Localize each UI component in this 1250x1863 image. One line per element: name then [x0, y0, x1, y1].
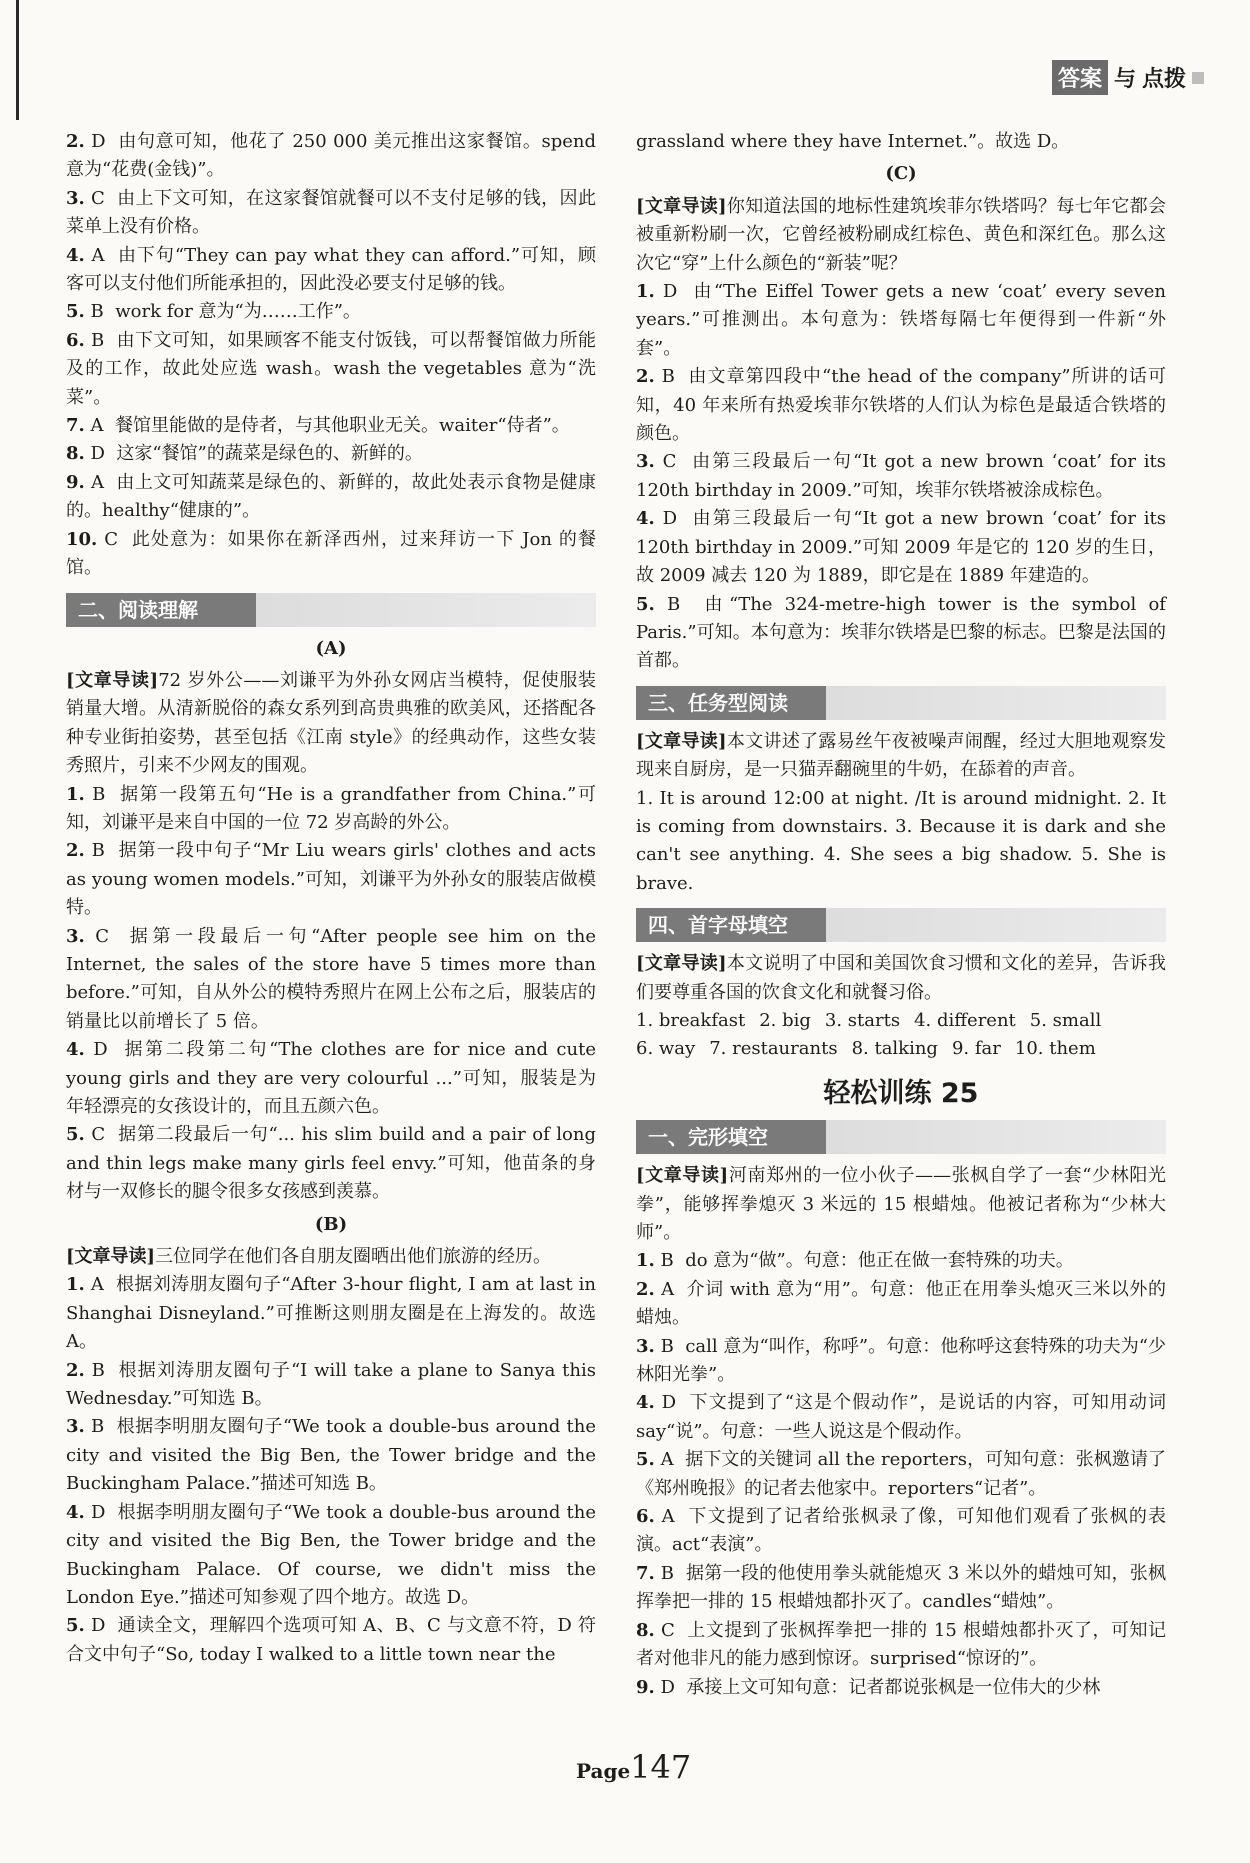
answer-item: 3. C 由第三段最后一句“It got a new brown ‘coat’ for its 120th birthday in 2009.”可知，埃菲尔铁塔被涂成棕色。	[636, 451, 1166, 501]
header-square-icon	[1192, 72, 1204, 84]
answer-item: 8. D 这家“餐馆”的蔬菜是绿色的、新鲜的。	[66, 443, 423, 465]
part-label-c: (C)	[885, 163, 917, 185]
page-number	[576, 1748, 691, 1786]
header-tag-last: 点拨	[1141, 67, 1186, 92]
answer-item: 5. D 通读全文，理解四个选项可知 A、B、C 与文意不符，D 符合文中句子“So, today I walked to a little town near the	[66, 1615, 596, 1665]
answer-item: 5. A 据下文的关键词 all the reporters，可知句意：张枫邀请了《郑州晚报》的记者去他家中。reporters“记者”。	[636, 1449, 1166, 1499]
section-label: 二、阅读理解	[66, 593, 256, 627]
answer-item: 2. A 介词 with 意为“用”。句意：他正在用拳头熄灭三米以外的蜡烛。	[636, 1278, 1166, 1329]
answer-header-tag	[1052, 60, 1204, 95]
answer-item: 4. D 据第二段第二句“The clothes are for nice and cute young girls and they are very colourful ...”可知，服装是为年轻漂亮的女孩设计的，而且五颜六色。	[66, 1039, 596, 1117]
answer-item: 1. D 由“The Eiffel Tower gets a new ‘coat’ every seven years.”可推测出。本句意为：铁塔每隔七年便得到一件新“外套”。	[636, 281, 1166, 359]
answer-item: 5. C 据第二段最后一句“... his slim build and a pair of long and thin legs make many girls feel envy.”可知，他苗条的身材与一双修长的腿令很多女孩感到羡慕。	[66, 1124, 596, 1203]
answer-item: 4. A 由下句“They can pay what they can afford.”可知，顾客可以支付他们所能承担的，因此没必要支付足够的钱。	[66, 244, 596, 295]
part-label-a: (A)	[315, 637, 347, 659]
binding-line	[16, 0, 19, 120]
page-number-value: 147	[630, 1748, 692, 1786]
article-guide: [文章导读]三位同学在他们各自朋友圈晒出他们旅游的经历。	[66, 1246, 552, 1268]
article-guide: [文章导读]你知道法国的地标性建筑埃菲尔铁塔吗？每七年它都会被重新粉刷一次，它曾经被粉刷成红棕色、黄色和深红色。那么这次它“穿”上什么颜色的“新装”呢？	[636, 195, 1166, 274]
answer-item: 7. B 据第一段的他使用拳头就能熄灭 3 米以外的蜡烛可知，张枫挥拳把一排的 15 根蜡烛都扑灭了。candles“蜡烛”。	[636, 1562, 1166, 1613]
answer-item: 9. A 由上文可知蔬菜是绿色的、新鲜的，故此处表示食物是健康的。healthy“健康的”。	[66, 471, 596, 522]
fill-answers-line: 1. breakfast 2. big 3. starts 4. different 5. small	[636, 1009, 1102, 1031]
article-guide: [文章导读]72 岁外公——刘谦平为外孙女网店当模特，促使服装销量大增。从清新脱俗的森女系列到高贵典雅的欧美风，还搭配各种专业街拍姿势，甚至包括《江南 style》的经典动作，这些女装秀照片，引来不少网友的围观。	[66, 669, 596, 777]
continued-text: grassland where they have Internet.”。故选 D。	[636, 131, 1070, 152]
answer-item: 3. B call 意为“叫作，称呼”。句意：他称呼这套特殊的功夫为“少林阳光拳”。	[636, 1335, 1166, 1386]
article-guide: [文章导读]本文讲述了露易丝午夜被噪声闹醒，经过大胆地观察发现来自厨房，是一只猫弄翻碗里的牛奶，在舔着的声音。	[636, 730, 1166, 781]
answer-item: 2. B 由文章第四段中“the head of the company”所讲的话可知，40 年来所有热爱埃菲尔铁塔的人们认为棕色是最适合铁塔的颜色。	[636, 366, 1166, 445]
section-label: 一、完形填空	[636, 1120, 826, 1154]
header-tag-box: 答案	[1052, 60, 1108, 95]
answer-item: 5. B work for 意为“为……工作”。	[66, 301, 361, 323]
answer-item: 3. C 据第一段最后一句“After people see him on the Internet, the sales of the store have 5 times more than before.”可知，自从外公的模特秀照片在网上公布之后，服装店的销量比以前增长了 5 倍。	[66, 925, 596, 1032]
cloze-answers-list	[66, 128, 596, 583]
answer-item: 1. A 根据刘涛朋友圈句子“After 3-hour flight, I am at last in Shanghai Disneyland.”可推断这则朋友圈是在上海发的。故选 A。	[66, 1274, 596, 1353]
answer-item: 4. D 下文提到了“这是个假动作”，是说话的内容，可知用动词 say“说”。句意：一些人说这是个假动作。	[636, 1392, 1166, 1442]
page-word: Page	[576, 1759, 631, 1783]
answer-item: 3. B 根据李明朋友圈句子“We took a double-bus around the city and visited the Big Ben, the Tower bridge and the Buckingham Palace.”描述可知选 B。	[66, 1416, 596, 1495]
answer-item: 10. C 此处意为：如果你在新泽西州，过来拜访一下 Jon 的餐馆。	[66, 528, 596, 579]
section-label: 三、任务型阅读	[636, 686, 826, 720]
article-guide: [文章导读]本文说明了中国和美国饮食习惯和文化的差异，告诉我们要尊重各国的饮食文化和就餐习俗。	[636, 953, 1166, 1003]
task-answers: 1. It is around 12:00 at night. /It is around midnight. 2. It is coming from downstairs. 3. Because it is dark and she can't see anything. 4. She sees a big shadow. 5. She is brave.	[636, 787, 1166, 894]
fill-answers-line: 6. way 7. restaurants 8. talking 9. far 10. them	[636, 1038, 1096, 1060]
header-tag-mid: 与	[1113, 67, 1136, 92]
answer-item: 8. C 上文提到了张枫挥拳把一排的 15 根蜡烛都扑灭了，可知记者对他非凡的能力感到惊讶。surprised“惊讶的”。	[636, 1619, 1166, 1670]
answer-item: 2. B 据第一段中句子“Mr Liu wears girls' clothes and acts as young women models.”可知，刘谦平为外孙女的服装店做模特。	[66, 840, 596, 919]
section-banner-reading	[66, 589, 596, 627]
section-banner-task	[636, 682, 1166, 720]
answer-item: 9. D 承接上文可知句意：记者都说张枫是一位伟大的少林	[636, 1676, 1101, 1698]
section-banner-fill	[636, 904, 1166, 942]
answer-item: 1. B do 意为“做”。句意：他正在做一套特殊的功夫。	[636, 1250, 1074, 1272]
answer-item: 6. A 下文提到了记者给张枫录了像，可知他们观看了张枫的表演。act“表演”。	[636, 1506, 1166, 1556]
left-column	[66, 128, 596, 1669]
answer-item: 1. B 据第一段第五句“He is a grandfather from China.”可知，刘谦平是来自中国的一位 72 岁高龄的外公。	[66, 783, 596, 833]
answer-item: 5. B 由“The 324-metre-high tower is the symbol of Paris.”可知。本句意为：埃菲尔铁塔是巴黎的标志。巴黎是法国的首都。	[636, 593, 1166, 672]
section-banner-cloze	[636, 1116, 1166, 1154]
answer-item: 2. D 由句意可知，他花了 250 000 美元推出这家餐馆。spend 意为“花费(金钱)”。	[66, 131, 596, 181]
part-label-b: (B)	[314, 1213, 348, 1235]
right-column	[636, 128, 1166, 1702]
section-label: 四、首字母填空	[636, 908, 826, 942]
answer-item: 2. B 根据刘涛朋友圈句子“I will take a plane to Sanya this Wednesday.”可知选 B。	[66, 1359, 596, 1410]
article-guide: [文章导读]河南郑州的一位小伙子——张枫自学了一套“少林阳光拳”，能够挥拳熄灭 3 米远的 15 根蜡烛。他被记者称为“少林大师”。	[636, 1165, 1166, 1243]
answer-item: 7. A 餐馆里能做的是侍者，与其他职业无关。waiter“侍者”。	[66, 415, 570, 437]
answer-item: 4. D 根据李明朋友圈句子“We took a double-bus around the city and visited the Big Ben, the Tower bridge and the Buckingham Palace. Of course, we didn't miss the London Eye.”描述可知参观了四个地方。故选 D。	[66, 1501, 597, 1608]
answer-item: 3. C 由上下文可知，在这家餐馆就餐可以不支付足够的钱，因此菜单上没有价格。	[66, 187, 596, 238]
answer-item: 4. D 由第三段最后一句“It got a new brown ‘coat’ for its 120th birthday in 2009.”可知 2009 年是它的 120 岁的生日，故 2009 减去 120 为 1889，即它是在 1889 年建造的。	[636, 508, 1166, 587]
training-title: 轻松训练 25	[823, 1077, 979, 1109]
answer-item: 6. B 由下文可知，如果顾客不能支付饭钱，可以帮餐馆做力所能及的工作，故此处应选 wash。wash the vegetables 意为“洗菜”。	[66, 329, 596, 408]
